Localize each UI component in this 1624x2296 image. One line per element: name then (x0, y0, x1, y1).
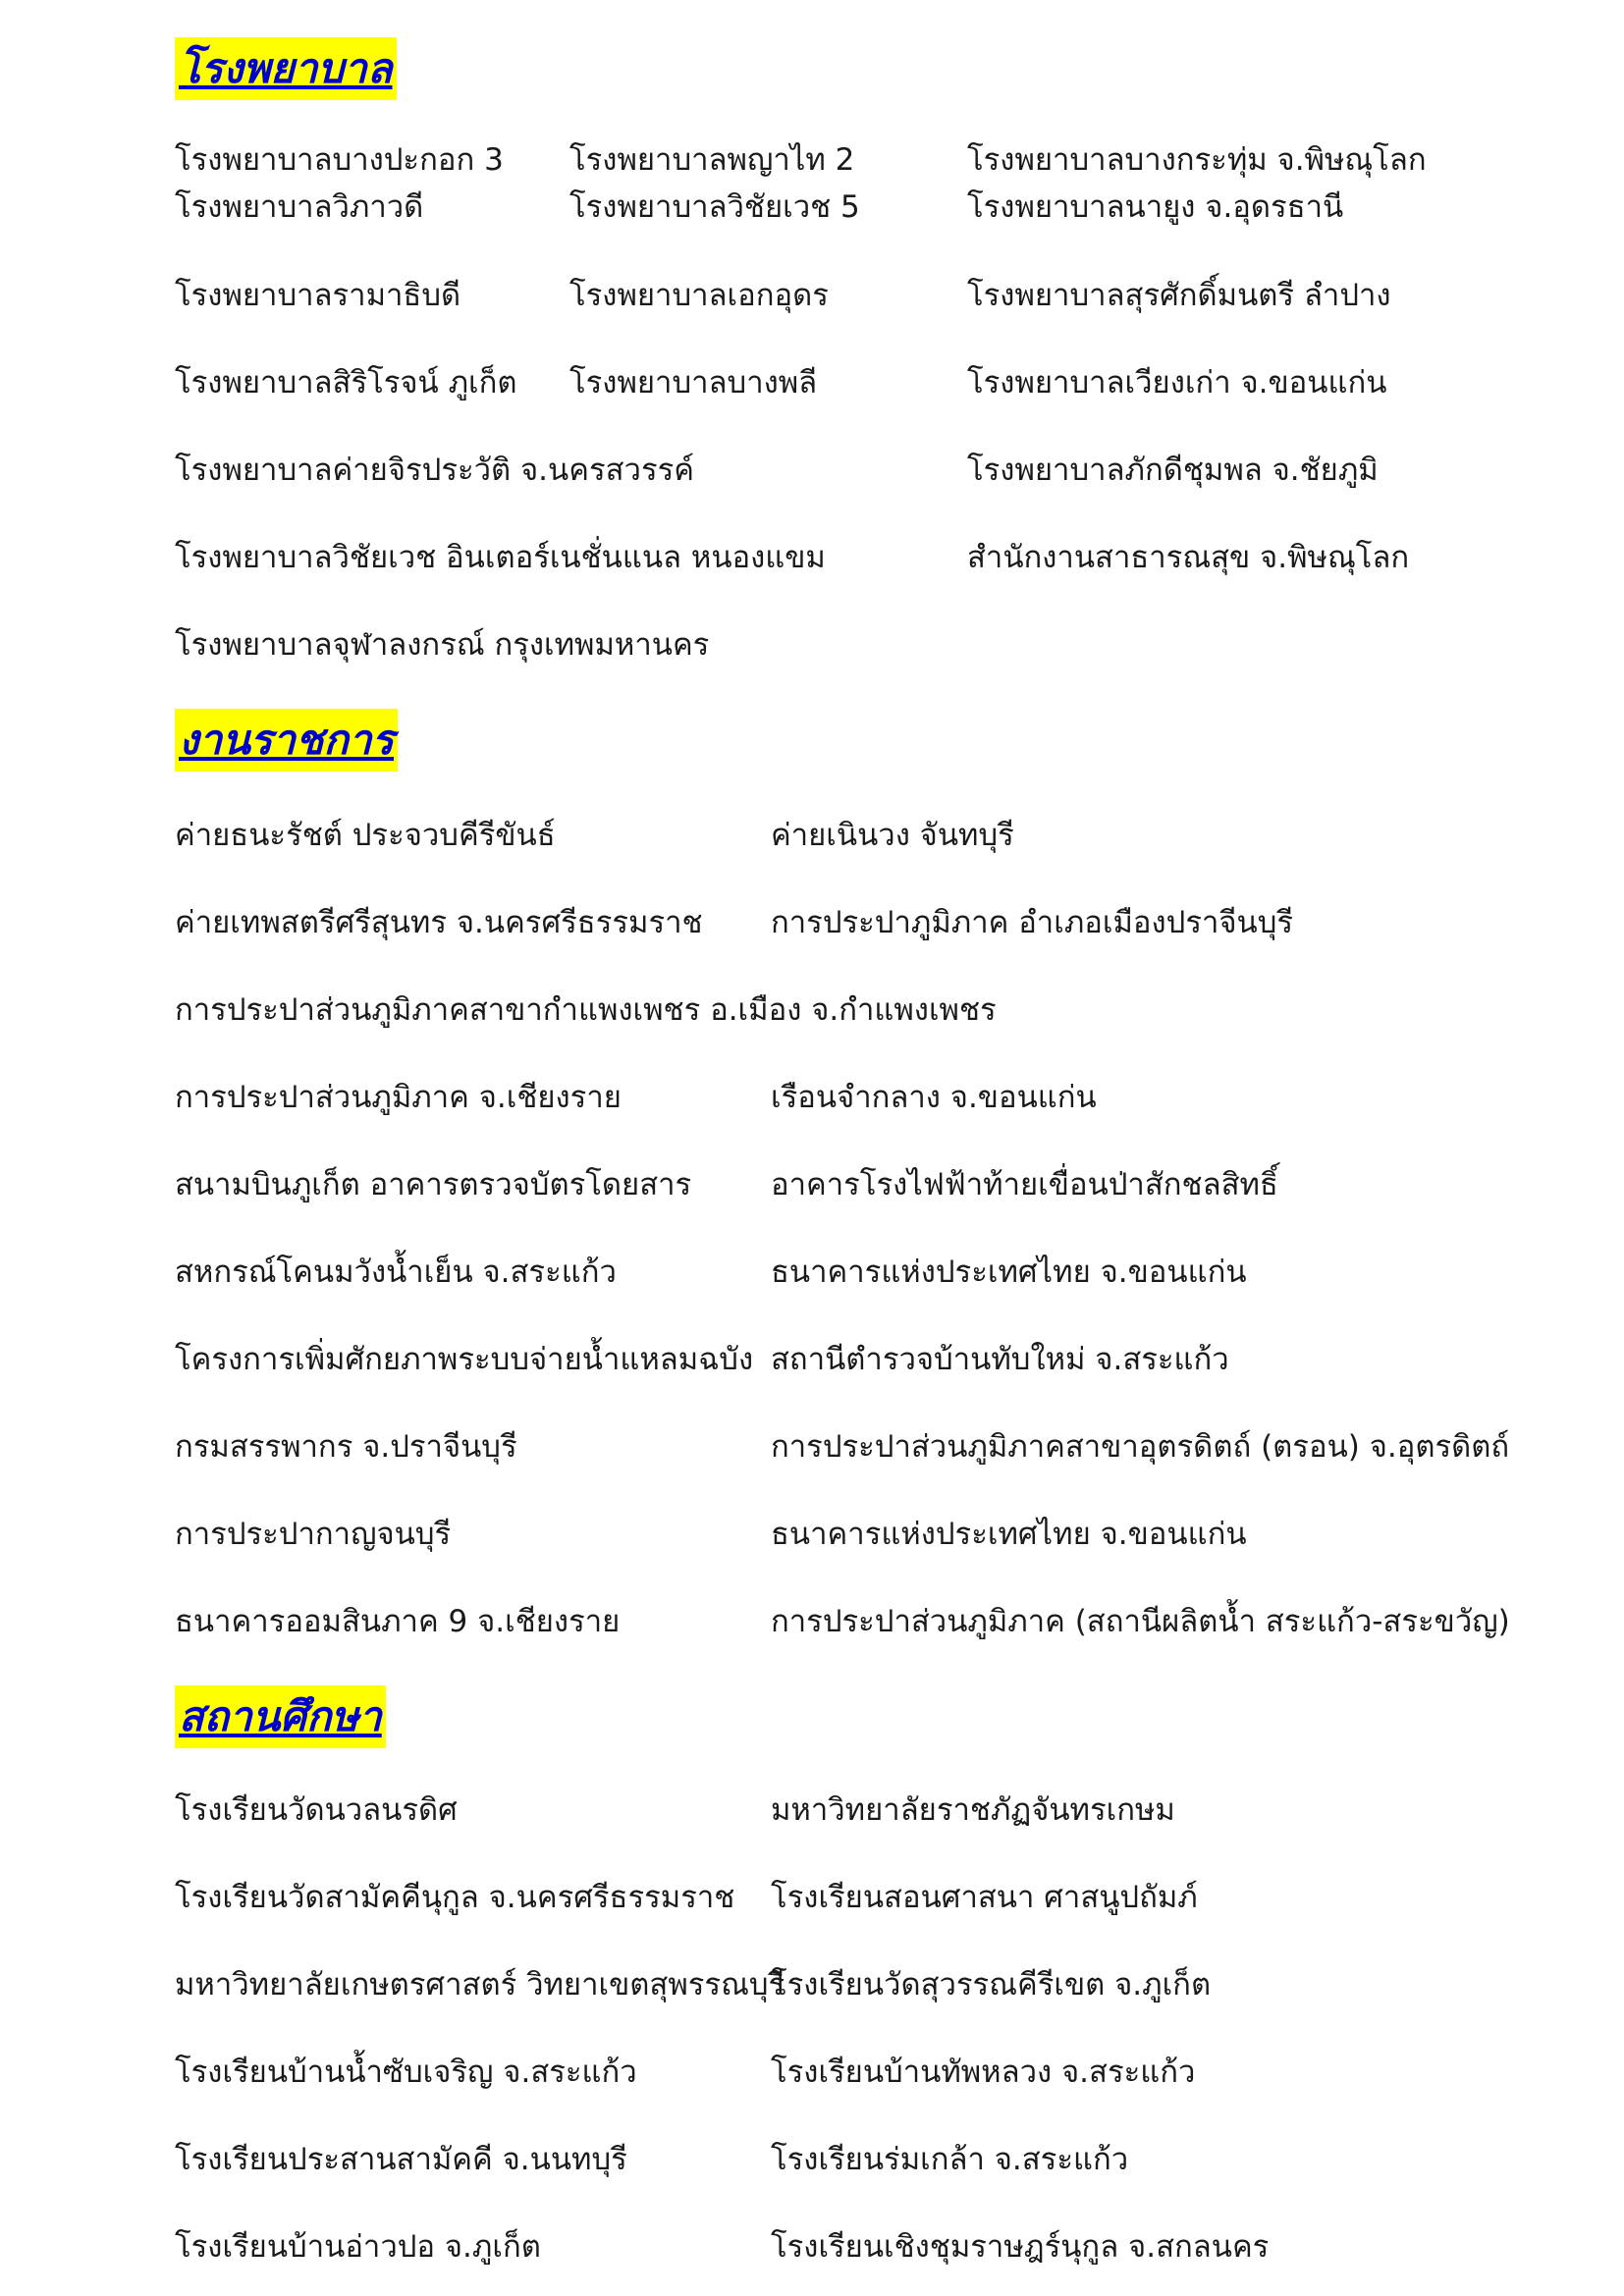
list-item: สนามบินภูเก็ต อาคารตรวจบัตรโดยสาร (175, 1167, 692, 1202)
list-item: โรงพยาบาลสุรศักดิ์มนตรี ลำปาง (967, 278, 1391, 313)
list-item: โรงเรียนบ้านอ่าวปอ จ.ภูเก็ต (175, 2229, 541, 2265)
list-item: โรงพยาบาลวิภาวดี (175, 189, 424, 225)
list-item: การประปาส่วนภูมิภาค จ.เชียงราย (175, 1080, 622, 1115)
list-item: โรงพยาบาลรามาธิบดี (175, 278, 461, 313)
section-title-hospitals: โรงพยาบาล (175, 37, 397, 100)
list-item: โรงเรียนบ้านทัพหลวง จ.สระแก้ว (771, 2055, 1196, 2090)
list-item: โรงเรียนบ้านน้ำซับเจริญ จ.สระแก้ว (175, 2055, 637, 2090)
list-item: มหาวิทยาลัยเกษตรศาสตร์ วิทยาเขตสุพรรณบุรี (175, 1967, 785, 2002)
list-item: การประปากาญจนบุรี (175, 1517, 452, 1552)
list-item: เรือนจำกลาง จ.ขอนแก่น (771, 1080, 1097, 1115)
list-item: การประปาส่วนภูมิภาคสาขาอุตรดิตถ์ (ตรอน) จ.อุตรดิตถ์ (771, 1429, 1510, 1465)
list-item: โครงการเพิ่มศักยภาพระบบจ่ายน้ำแหลมฉบัง (175, 1342, 754, 1377)
list-item: โรงพยาบาลค่ายจิรประวัติ จ.นครสวรรค์ (175, 453, 694, 488)
list-item: โรงพยาบาลเวียงเก่า จ.ขอนแก่น (967, 365, 1387, 400)
list-item: โรงพยาบาลบางปะกอก 3 (175, 142, 504, 178)
list-item: โรงพยาบาลภักดีชุมพล จ.ชัยภูมิ (967, 453, 1379, 488)
list-item: โรงพยาบาลจุฬาลงกรณ์ กรุงเทพมหานคร (175, 627, 710, 663)
list-item: ธนาคารออมสินภาค 9 จ.เชียงราย (175, 1604, 621, 1639)
section-title-government: งานราชการ (175, 709, 398, 772)
list-item: กรมสรรพากร จ.ปราจีนบุรี (175, 1429, 517, 1465)
list-item: โรงเรียนวัดนวลนรดิศ (175, 1792, 458, 1828)
list-item: สหกรณ์โคนมวังน้ำเย็น จ.สระแก้ว (175, 1255, 617, 1290)
list-item: สำนักงานสาธารณสุข จ.พิษณุโลก (967, 540, 1410, 575)
list-item: โรงพยาบาลเอกอุดร (569, 278, 829, 313)
list-item: โรงพยาบาลสิริโรจน์ ภูเก็ต (175, 365, 517, 400)
list-item: การประปาภูมิภาค อำเภอเมืองปราจีนบุรี (771, 905, 1294, 940)
list-item: ค่ายเทพสตรีศรีสุนทร จ.นครศรีธรรมราช (175, 905, 703, 940)
list-item: โรงเรียนวัดสามัคคีนุกูล จ.นครศรีธรรมราช (175, 1880, 735, 1915)
list-item: ค่ายเนินวง จันทบุรี (771, 818, 1014, 853)
list-item: ธนาคารแห่งประเทศไทย จ.ขอนแก่น (771, 1517, 1247, 1552)
section-title-schools: สถานศึกษา (175, 1685, 386, 1748)
list-item: มหาวิทยาลัยราชภัฏจันทรเกษม (771, 1792, 1175, 1828)
list-item: โรงพยาบาลวิชัยเวช อินเตอร์เนชั่นแนล หนองแขม (175, 540, 826, 575)
list-item: โรงเรียนเชิงชุมราษฎร์นุกูล จ.สกลนคร (771, 2229, 1270, 2265)
list-item: โรงเรียนสอนศาสนา ศาสนูปถัมภ์ (771, 1880, 1198, 1915)
list-item: โรงพยาบาลบางพลี (569, 365, 818, 400)
list-item: โรงพยาบาลบางกระทุ่ม จ.พิษณุโลก (967, 142, 1427, 178)
list-item: โรงเรียนวัดสุวรรณคีรีเขต จ.ภูเก็ต (771, 1967, 1212, 2002)
list-item: สถานีตำรวจบ้านทับใหม่ จ.สระแก้ว (771, 1342, 1229, 1377)
list-item: โรงพยาบาลวิชัยเวช 5 (569, 189, 860, 225)
list-item: โรงเรียนร่มเกล้า จ.สระแก้ว (771, 2142, 1129, 2177)
list-item: ธนาคารแห่งประเทศไทย จ.ขอนแก่น (771, 1255, 1247, 1290)
list-item: โรงเรียนประสานสามัคคี จ.นนทบุรี (175, 2142, 627, 2177)
list-item: อาคารโรงไฟฟ้าท้ายเขื่อนป่าสักชลสิทธิ์ (771, 1167, 1278, 1202)
list-item: ค่ายธนะรัชต์ ประจวบคีรีขันธ์ (175, 818, 556, 853)
list-item: โรงพยาบาลนายูง จ.อุดรธานี (967, 189, 1344, 225)
list-item: การประปาส่วนภูมิภาค (สถานีผลิตน้ำ สระแก้ว-สระขวัญ) (771, 1604, 1510, 1639)
list-item: การประปาส่วนภูมิภาคสาขากำแพงเพชร อ.เมือง จ.กำแพงเพชร (175, 992, 997, 1028)
list-item: โรงพยาบาลพญาไท 2 (569, 142, 855, 178)
